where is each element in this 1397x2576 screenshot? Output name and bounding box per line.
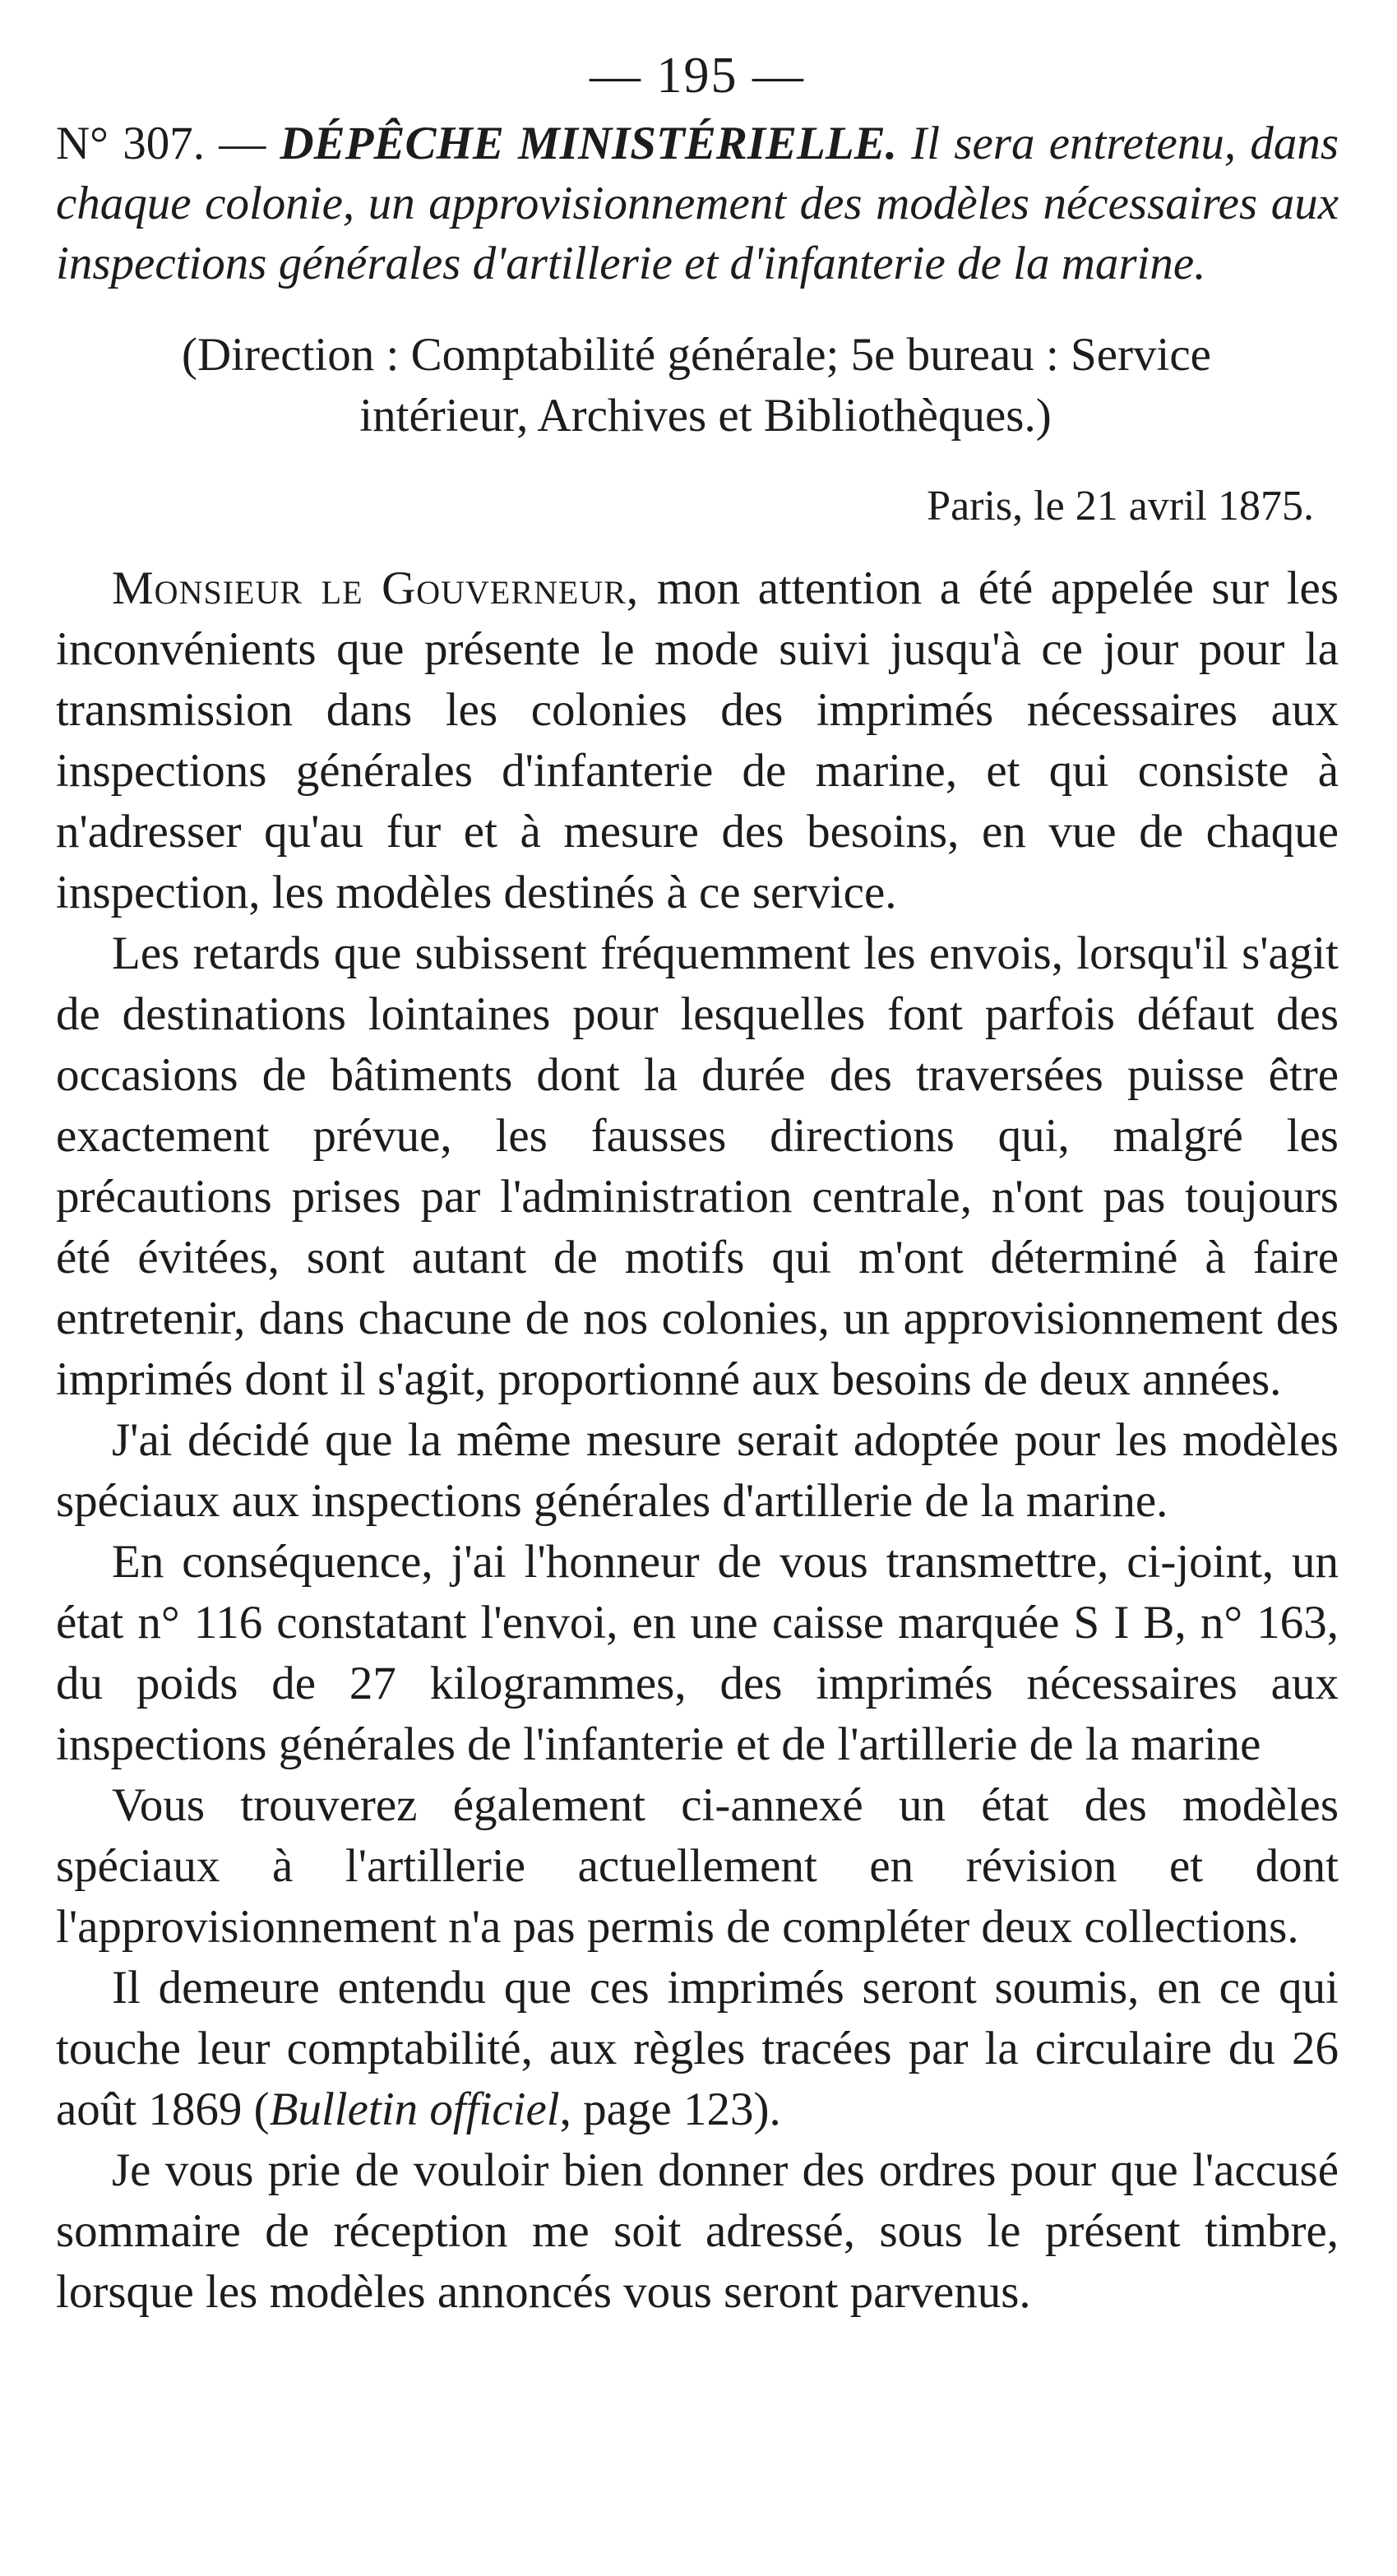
paragraph-1 (56, 558, 1339, 923)
paragraph-4: En conséquence, j'ai l'honneur de vous transmettre, ci-joint, un état n° 116 constatant l'envoi, en une caisse marquée S I B, n° 163, du poids de 27 kilogrammes, des imprimés nécessaires aux inspections générales de l'infanterie et de l'artillerie de la marine (56, 1536, 1339, 1770)
page-number: — 195 — (590, 48, 805, 104)
dispatch-title: DÉPÊCHE MINISTÉRIELLE. (280, 118, 897, 169)
paragraph-2: Les retards que subissent fréquemment les envois, lorsqu'il s'agit de destinations lointaines pour lesquelles font parfois défaut des occasions de bâtiments dont la durée des traversées puisse être exactement prévue, les fausses directions qui, malgré les précautions prises par l'administration centrale, n'ont pas toujours été évitées, sont autant de motifs qui m'ont déterminé à faire entretenir, dans chacune de nos colonies, un approvisionnement des imprimés dont il s'agit, proportionné aux besoins de deux années. (56, 927, 1339, 1405)
paragraph-7: Je vous prie de vouloir bien donner des ordres pour que l'accusé sommaire de réception me soit adressé, sous le présent timbre, lorsque les modèles annoncés vous seront parvenus. (56, 2144, 1339, 2318)
place-date: Paris, le 21 avril 1875. (927, 483, 1314, 530)
paragraph-5: Vous trouverez également ci-annexé un état des modèles spéciaux à l'artillerie actuellement en révision et dont l'approvisionnement n'a pas permis de compléter deux collections. (56, 1779, 1339, 1953)
paragraph-1-text: mon attention a été appelée sur les inconvénients que présente le mode suivi jusqu'à ce jour pour la transmission dans les colonies des imprimés nécessaires aux inspections générales d'infanterie de marine, et qui consiste à n'adresser qu'au fur et à mesure des besoins, en vue de chaque inspection, les modèles destinés à ce service. (56, 562, 1339, 918)
salutation: Monsieur le Gouverneur, (112, 562, 640, 614)
bulletin-title: Bulletin officiel (269, 2083, 560, 2135)
paragraph-6 (56, 1958, 1339, 2140)
dispatch-heading (56, 113, 1339, 294)
paragraph-6-text-a: Il demeure entendu que ces imprimés seront soumis, en ce qui touche leur comptabilité, aux règles tracées par la circulaire du 26 août 1869 ( (56, 1962, 1339, 2135)
letter-body (56, 558, 1339, 2323)
paragraph-3: J'ai décidé que la même mesure serait adoptée pour les modèles spéciaux aux inspections générales d'artillerie de la marine. (56, 1414, 1339, 1527)
direction-note: (Direction : Comptabilité générale; 5e bureau : Service intérieur, Archives et Bibliothèques.) (182, 329, 1211, 442)
dispatch-number: N° 307. — (56, 118, 266, 169)
document-page (56, 43, 1339, 2323)
dispatch-description: Il sera entretenu, dans chaque colonie, un approvisionnement des modèles nécessaires aux inspections générales d'artillerie et d'infanterie de la marine. (56, 118, 1339, 289)
paragraph-6-text-b: , page 123). (559, 2083, 781, 2135)
